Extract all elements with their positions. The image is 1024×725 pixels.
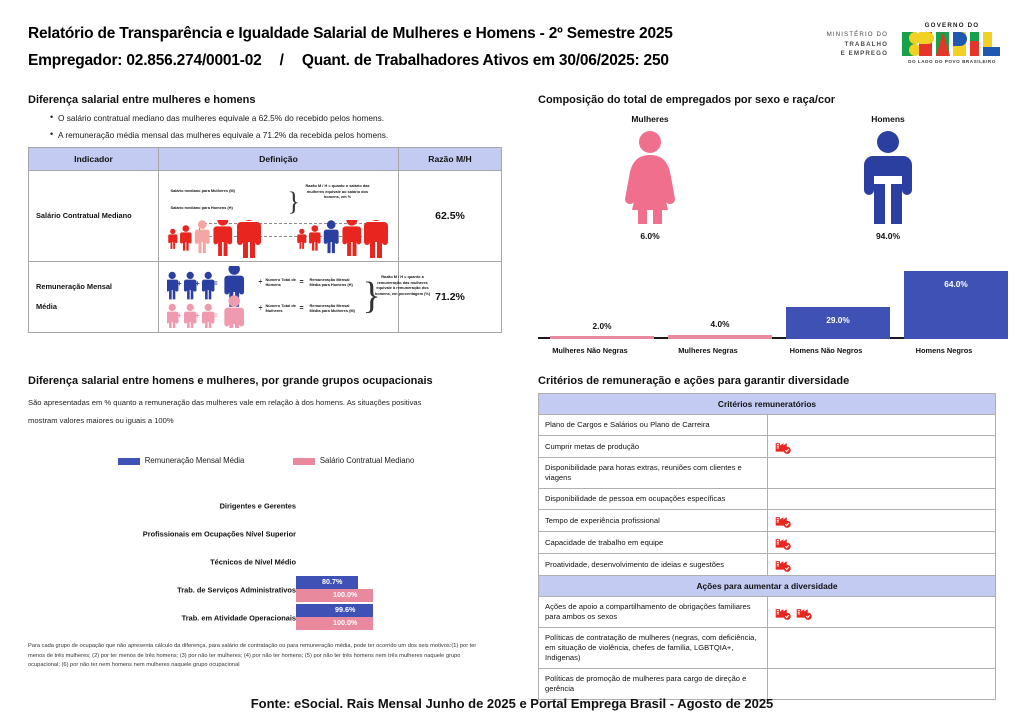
woman-figure-icon [618, 128, 682, 224]
bar-values [296, 604, 504, 632]
legend-label: Remuneração Mensal Média [144, 456, 245, 466]
criteria-section-1-title: Critérios remuneratórios [539, 394, 996, 415]
svg-text:+: + [194, 279, 200, 288]
col-definicao: Definição [159, 148, 399, 171]
bar-salario [296, 617, 504, 630]
criteria-mark [767, 628, 996, 669]
criteria-mark [767, 436, 996, 458]
pictogram-caption: Mulheres [631, 114, 669, 124]
brasil-logo [900, 22, 1004, 64]
bar-category-label: Homens Não Negros [789, 346, 863, 355]
bar-value-label: 80.7% [322, 577, 343, 586]
col-razao: Razão M/H [399, 148, 502, 171]
page-title: Relatório de Transparência e Igualdade Salarial de Mulheres e Homens - 2º Semestre 2025 [28, 25, 673, 42]
definition-figure-salario [159, 171, 399, 262]
table-row [29, 262, 502, 333]
legend-swatch-icon [118, 458, 140, 465]
bar-category-label: Dirigentes e Gerentes [219, 501, 296, 511]
factory-check-icon [774, 512, 791, 529]
factory-check-icon [774, 604, 791, 621]
government-logo [804, 22, 1004, 72]
svg-text:=: = [212, 311, 218, 320]
criteria-mark [767, 554, 996, 576]
factory-check-icon [774, 438, 791, 455]
pictogram-percent: 94.0% [875, 231, 901, 241]
legend-swatch-icon [293, 458, 315, 465]
criteria-label: Ações de apoio a compartilhamento de obrigações familiares para ambos os sexos [539, 597, 768, 628]
gov-top-text: GOVERNO DO [924, 22, 980, 29]
separator: / [279, 52, 284, 69]
table-row [539, 458, 996, 489]
definition-figure-remuneracao [159, 262, 431, 333]
col-indicador: Indicador [29, 148, 159, 171]
bullet-item: • A remuneração média mensal das mulheres equivale a 71.2% da recebida pelos homens. [58, 130, 498, 140]
bar-value-label: 29.0% [826, 315, 850, 325]
bar-category-label: Mulheres Negras [678, 346, 738, 355]
label-men-result: Remuneração Mensal Média para Homens (H) [309, 277, 353, 288]
workers-count-label: Quant. de Trabalhadores Ativos em 30/06/2025: 250 [301, 52, 669, 69]
diagram-note-ratio: Razão M / H = quanto a remuneração das mulheres equivale à remuneração dos homens, em porcentagem (%) [374, 274, 431, 296]
criteria-section-2-title: Ações para aumentar a diversidade [539, 576, 996, 597]
occupational-bar-chart [28, 492, 504, 632]
pictogram-mulheres [590, 114, 710, 241]
chart-column-0 [538, 321, 642, 355]
bar-value-label: 100.0% [333, 590, 358, 599]
factory-check-icon [774, 556, 791, 573]
desc-line-1: São apresentadas em % quanto a remuneração das mulheres vale em relação à dos homens. As situações positivas [28, 398, 422, 407]
bar-values [296, 576, 504, 604]
bar-fill [904, 271, 1008, 339]
composition-title: Composição do total de empregados por sexo e raça/cor [538, 94, 836, 106]
occupational-description [28, 394, 504, 430]
occupational-groups-section [28, 375, 504, 671]
employer-line [28, 52, 669, 70]
criteria-label: Disponibilidade para horas extras, reuniões com clientes e viagens [539, 458, 768, 489]
bar-fill [786, 307, 890, 339]
table-header-row [29, 148, 502, 171]
report-header [0, 0, 1024, 88]
salary-difference-title: Diferença salarial entre mulheres e homens [28, 94, 256, 106]
occupational-footnote: Para cada grupo de ocupação que não apresenta cálculo da diferença, para salário de contratação ou para remuneração média, pode ter ocorrido um dos seis motivos:(1) por ter menos de três mulheres; (2) por ter menos de três homens; (3) por não ter mulheres; (4) por não ter homens; (5) por não ter três homens nem três mulheres naquele grupo ocupacional; (6) por não ter nem homens nem mulheres naquele grupo ocupacional [28, 643, 477, 668]
ministry-line-3: E EMPREGO [840, 50, 888, 57]
table-row [539, 554, 996, 576]
criteria-label: Proatividade, desenvolvimento de ideias e sugestões [539, 554, 768, 576]
diagram-label-women-median: Salário mediano para Mulheres (M) [170, 188, 235, 193]
bar-category-label: Trab. de Serviços Administrativos [177, 585, 296, 595]
table-row [539, 669, 996, 700]
people-sum-pictogram-icon [167, 266, 259, 328]
salary-difference-section [28, 94, 498, 333]
people-pictogram-group-icon [167, 220, 391, 258]
bar-remuneracao [296, 576, 504, 589]
criteria-mark [767, 510, 996, 532]
chart-column-1 [656, 319, 760, 355]
bar-value-label: 2.0% [592, 321, 612, 331]
criteria-mark [767, 415, 996, 436]
pictogram-homens [828, 114, 948, 241]
gender-pictograms [538, 114, 1004, 264]
bar-value-label: 99.6% [335, 605, 356, 614]
svg-text:+: + [194, 311, 200, 320]
label-women-result: Remuneração Mensal Média para Mulheres (M) [309, 303, 355, 314]
bar-row [28, 604, 504, 632]
desc-line-2: mostram valores maiores ou iguais a 100% [28, 416, 174, 425]
bar-row [28, 520, 504, 548]
pictogram-percent: 6.0% [640, 231, 660, 241]
occupational-groups-title: Diferença salarial entre homens e mulheres, por grande grupos ocupacionais [28, 375, 433, 387]
pictogram-caption: Homens [871, 114, 905, 124]
divide-sign-women: ÷ [258, 305, 263, 312]
bar-values [296, 492, 504, 520]
legend-item-remuneracao [118, 456, 245, 465]
average-pay-diagram: + + = + + = ÷ Número Total de Homens = Remuneração Mensal Média para Homens (H) ÷ Número Total de Mulheres = Remuneração Mensal Média para Mulheres (M) } Razão M / H = quanto a remuneração das mulheres equivale à remuneração dos homens, em porcentagem (%) [163, 266, 395, 328]
table-row [539, 510, 996, 532]
criteria-section [538, 375, 1004, 700]
table-row [539, 628, 996, 669]
legend-label: Salário Contratual Mediano [319, 456, 415, 466]
bar-category-label: Homens Negros [915, 346, 973, 355]
median-salary-diagram: Salário mediano para Mulheres (M) Salário mediano para Homens (H) } Razão M / H = quanto o salário das mulheres equivale ao salário dos homens, em % [167, 174, 391, 258]
bar-category-label: Técnicos de Nível Médio [210, 557, 296, 567]
criteria-section-header [539, 576, 996, 597]
bar-value-label: 4.0% [710, 319, 730, 329]
label-men-count: Número Total de Homens [265, 277, 296, 288]
criteria-label: Políticas de promoção de mulheres para cargo de direção e gerência [539, 669, 768, 700]
bullet-item: • O salário contratual mediano das mulheres equivale a 62.5% do recebido pelos homens. [58, 113, 498, 123]
diagram-label-men-median: Salário mediano para Homens (H) [170, 205, 233, 210]
row-label-line1: Remuneração Mensal [36, 282, 112, 291]
bar-fill [668, 319, 772, 339]
criteria-label: Políticas de contratação de mulheres (negras, com deficiência, em situação de violência, chefes de família, LGBTQIA+, Indigenas) [539, 628, 768, 669]
chart-column-3 [892, 271, 996, 355]
bar-category-label: Trab. em Atividade Operacionais [181, 613, 296, 623]
bar-category-label: Mulheres Não Negras [552, 346, 628, 355]
bar-value-label: 100.0% [333, 618, 358, 627]
divide-sign-men: ÷ [258, 279, 263, 286]
criteria-section-header [539, 394, 996, 415]
ratio-value-remuneracao: 71.2% [399, 262, 502, 333]
label-women-count: Número Total de Mulheres [265, 303, 296, 314]
criteria-mark [767, 532, 996, 554]
gov-bottom-text: DO LADO DO POVO BRASILEIRO [908, 59, 996, 64]
table-row [539, 532, 996, 554]
svg-text:+: + [176, 311, 182, 320]
equals-sign-women: = [299, 305, 304, 312]
criteria-mark [767, 669, 996, 700]
bar-fill [550, 321, 654, 339]
equals-sign-men: = [299, 279, 304, 286]
ministry-logo-text [804, 30, 888, 59]
factory-check-icon [795, 604, 812, 621]
source-footer: Fonte: eSocial. Rais Mensal Junho de 2025 e Portal Emprega Brasil - Agosto de 2025 [250, 696, 774, 711]
row-label-line2: Média [36, 302, 57, 311]
legend-item-salario [293, 456, 414, 465]
race-composition-chart [538, 260, 1004, 355]
table-row [539, 489, 996, 510]
brasil-wordmark-icon [900, 30, 1004, 58]
ministry-line-1: MINISTÉRIO DO [826, 31, 888, 38]
table-row [539, 597, 996, 628]
row-label-remuneracao [29, 262, 159, 333]
criteria-label: Plano de Cargos e Salários ou Plano de Carreira [539, 415, 768, 436]
bar-salario [296, 589, 504, 602]
criteria-table [538, 393, 996, 700]
composition-section [538, 94, 1004, 355]
criteria-label: Capacidade de trabalho em equipe [539, 532, 768, 554]
bar-values [296, 520, 504, 548]
bar-row [28, 548, 504, 576]
table-row [539, 436, 996, 458]
criteria-mark [767, 458, 996, 489]
ministry-line-2: TRABALHO [844, 40, 888, 48]
bar-remuneracao [296, 604, 504, 617]
criteria-mark [767, 597, 996, 628]
bar-value-label: 64.0% [944, 279, 968, 289]
ratio-value-salario: 62.5% [399, 171, 502, 262]
man-figure-icon [856, 128, 920, 224]
criteria-title: Critérios de remuneração e ações para garantir diversidade [538, 375, 850, 387]
criteria-mark [767, 489, 996, 510]
criteria-label: Cumprir metas de produção [539, 436, 768, 458]
table-row [29, 171, 502, 262]
bar-values [296, 548, 504, 576]
table-row [539, 415, 996, 436]
chart-column-2 [774, 307, 878, 355]
svg-text:=: = [212, 279, 218, 288]
bar-category-label: Profissionais em Ocupações Nível Superior [142, 529, 296, 539]
diagram-note-ratio: Razão M / H = quanto o salário das mulheres equivale ao salário dos homens, em % [305, 183, 370, 200]
employer-label: Empregador: 02.856.274/0001-02 [28, 52, 262, 69]
salary-difference-bullets [28, 113, 498, 140]
factory-check-icon [774, 534, 791, 551]
chart-legend [28, 452, 504, 470]
svg-text:+: + [176, 279, 182, 288]
bar-row [28, 492, 504, 520]
bar-row [28, 576, 504, 604]
indicator-table [28, 147, 502, 333]
criteria-label: Tempo de experiência profissional [539, 510, 768, 532]
row-label-salario-mediano: Salário Contratual Mediano [29, 171, 159, 262]
criteria-label: Disponibilidade de pessoa em ocupações específicas [539, 489, 768, 510]
